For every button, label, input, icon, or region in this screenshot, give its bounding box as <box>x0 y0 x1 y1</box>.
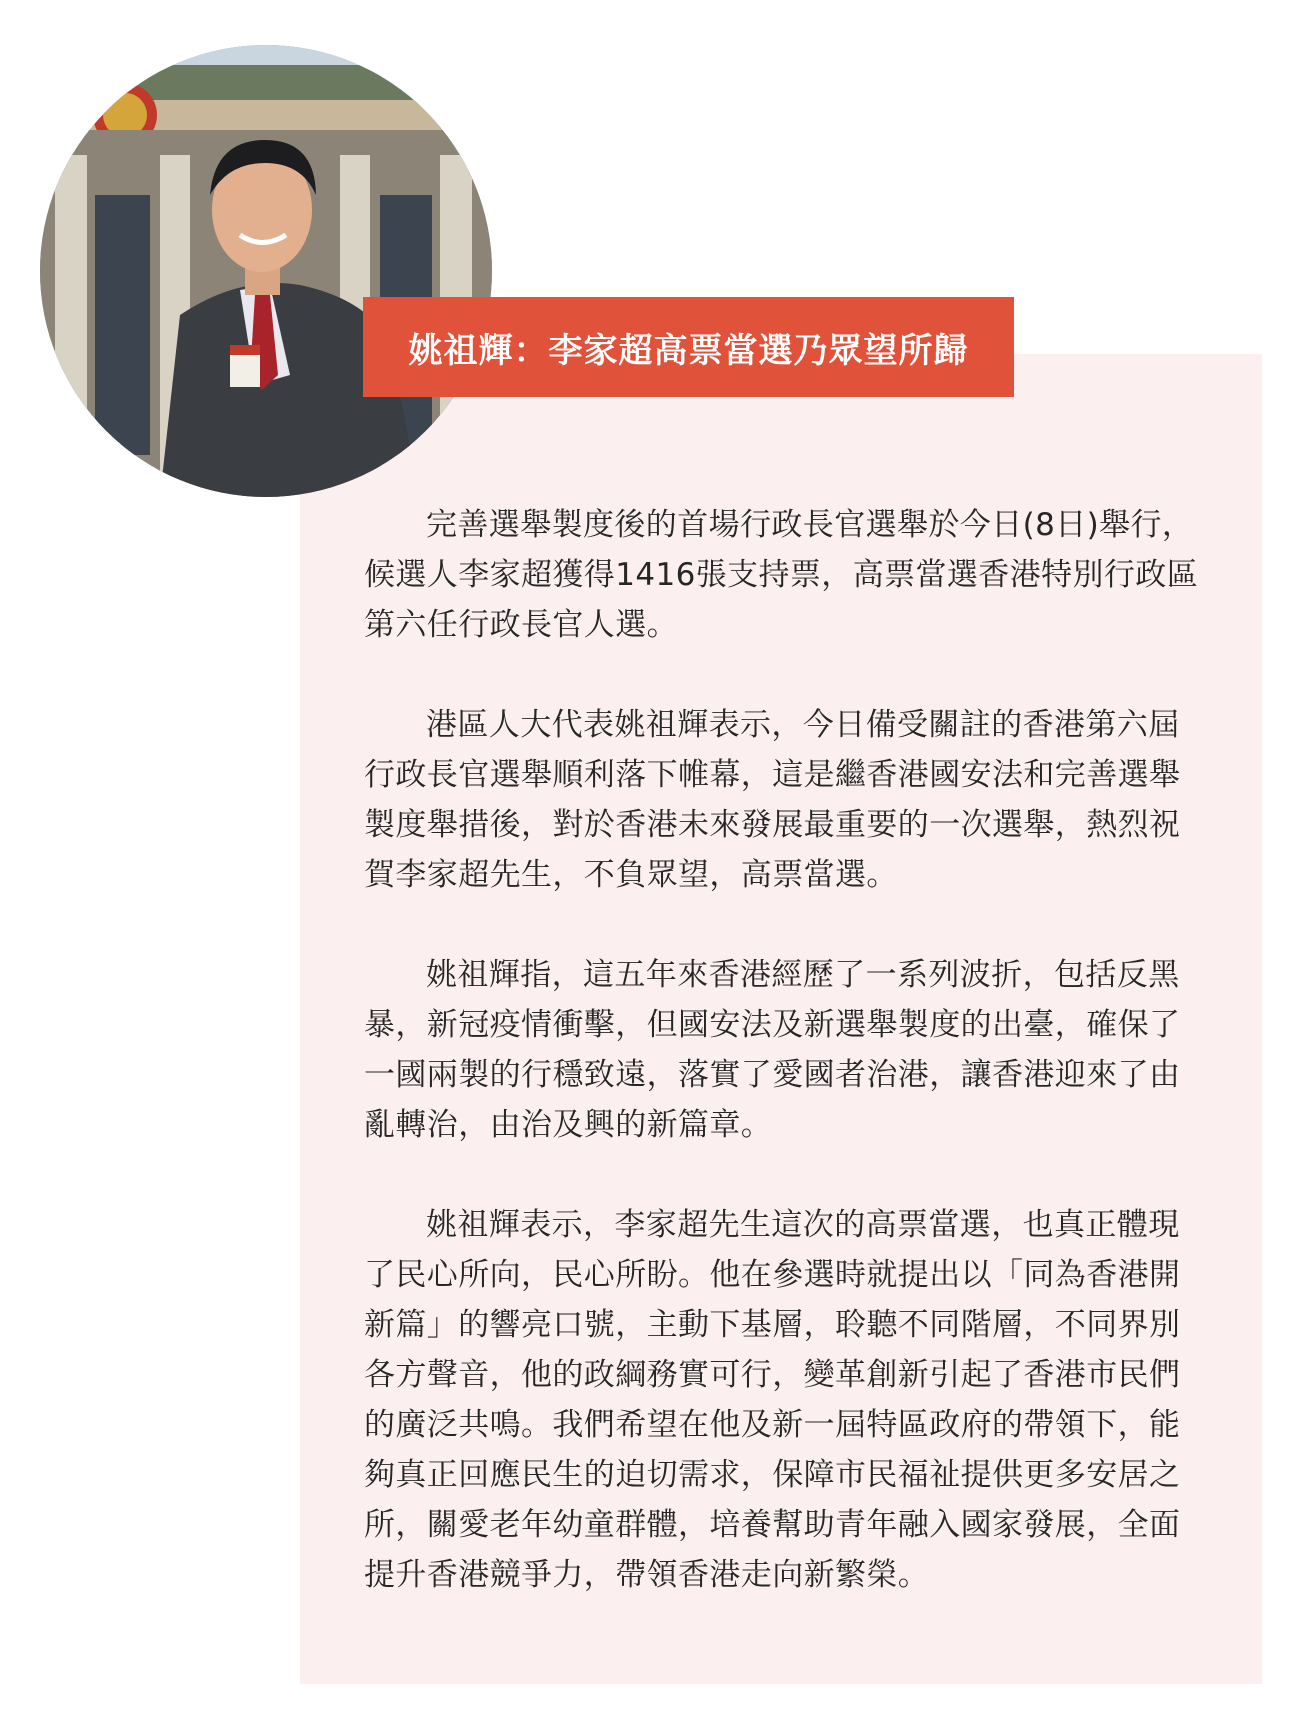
article-body <box>364 500 1200 1600</box>
portrait-photo <box>40 45 492 497</box>
article-paragraph: 港區人大代表姚祖輝表示，今日備受關註的香港第六屆行政長官選舉順利落下帷幕，這是繼香港國安法和完善選舉製度舉措後，對於香港未來發展最重要的一次選舉，熱烈祝賀李家超先生，不負眾望，高票當選。 <box>364 707 1181 893</box>
article-paragraph: 完善選舉製度後的首場行政長官選舉於今日(8日)舉行，候選人李家超獲得1416張支持票，高票當選香港特別行政區第六任行政長官人選。 <box>364 507 1199 643</box>
headline-title: 姚祖輝：李家超高票當選乃眾望所歸 <box>408 330 969 371</box>
article-paragraph: 姚祖輝指，這五年來香港經歷了一系列波折，包括反黑暴，新冠疫情衝擊，但國安法及新選舉製度的出臺，確保了一國兩製的行穩致遠，落實了愛國者治港，讓香港迎來了由亂轉治，由治及興的新篇章。 <box>364 957 1181 1143</box>
portrait-photo-icon <box>40 45 492 497</box>
headline-banner <box>363 297 1014 397</box>
article-paragraph: 姚祖輝表示，李家超先生這次的高票當選，也真正體現了民心所向，民心所盼。他在參選時就提出以「同為香港開新篇」的響亮口號，主動下基層，聆聽不同階層，不同界別各方聲音，他的政綱務實可行，變革創新引起了香港市民們的廣泛共鳴。我們希望在他及新一屆特區政府的帶領下，能夠真正回應民生的迫切需求，保障市民福祉提供更多安居之所，關愛老年幼童群體，培養幫助青年融入國家發展，全面提升香港競爭力，帶領香港走向新繁榮。 <box>364 1207 1181 1593</box>
